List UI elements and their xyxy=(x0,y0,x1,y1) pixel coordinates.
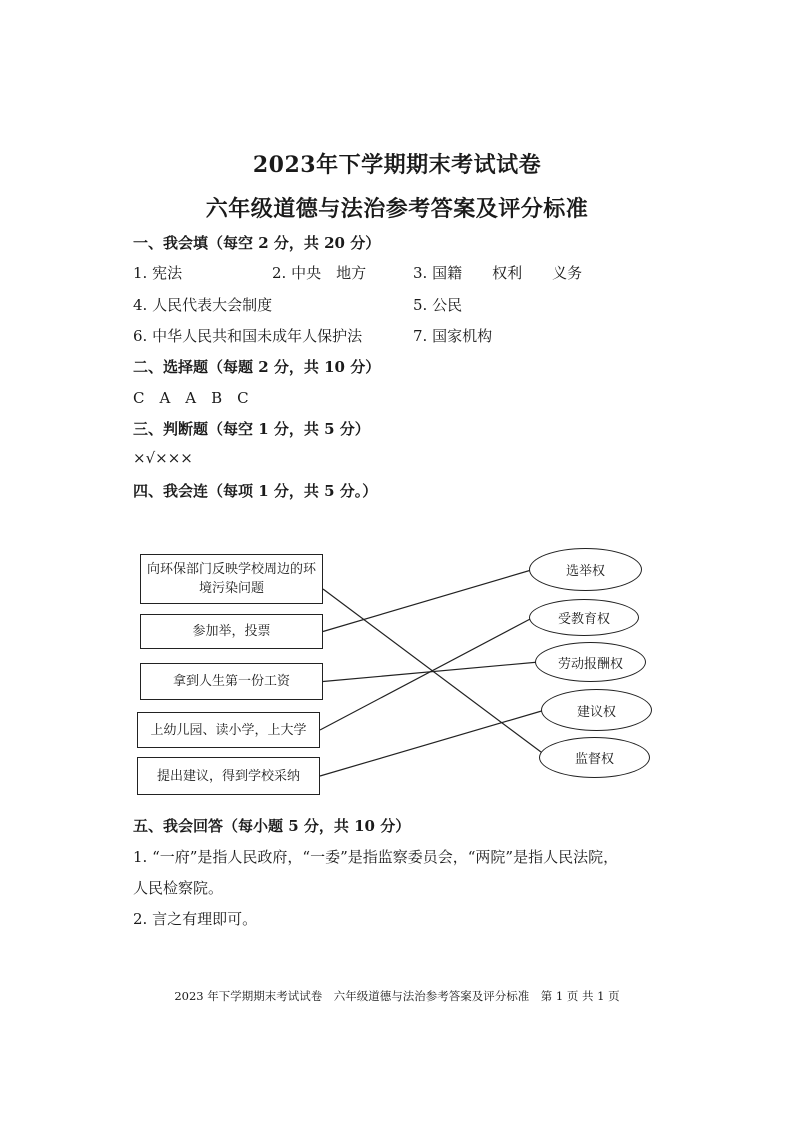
match-line xyxy=(320,710,545,776)
match-line xyxy=(323,570,533,632)
match-right-item: 建议权 xyxy=(541,689,652,731)
judgment-answers: ×√××× xyxy=(133,449,193,467)
match-right-item: 受教育权 xyxy=(529,599,639,636)
answer-item: 2. 中央 地方 xyxy=(272,264,367,282)
answer-item: 4. 人民代表大会制度 xyxy=(133,296,273,314)
match-left-item: 参加举，投票 xyxy=(140,614,323,649)
section-5-heading: 五、我会回答（每小题 5 分，共 10 分） xyxy=(133,817,411,835)
page-footer: 2023 年下学期期末考试试卷 六年级道德与法治参考答案及评分标准 第 1 页 共 1 页 xyxy=(174,989,620,1003)
answer-item: 5. 公民 xyxy=(413,296,463,314)
answer-text: 人民检察院。 xyxy=(133,879,224,897)
match-right-item: 监督权 xyxy=(539,737,650,778)
section-3-heading: 三、判断题（每空 1 分，共 5 分） xyxy=(133,420,370,438)
answer-text: 1. “一府”是指人民政府，“一委”是指监察委员会，“两院”是指人民法院， xyxy=(133,848,619,866)
answer-item: 6. 中华人民共和国未成年人保护法 xyxy=(133,327,363,345)
page-title: 2023年下学期期末考试试卷 xyxy=(252,152,542,178)
answer-item: 1. 宪法 xyxy=(133,264,183,282)
section-1-heading: 一、我会填（每空 2 分，共 20 分） xyxy=(133,234,381,252)
match-right-item: 选举权 xyxy=(529,548,642,591)
section-4-heading: 四、我会连（每项 1 分，共 5 分。） xyxy=(133,482,378,500)
section-2-heading: 二、选择题（每题 2 分，共 10 分） xyxy=(133,358,381,376)
answer-item: 3. 国籍 权利 义务 xyxy=(413,264,583,282)
match-left-item: 拿到人生第一份工资 xyxy=(140,663,323,700)
match-line xyxy=(323,662,539,682)
match-line xyxy=(320,618,533,731)
match-right-item: 劳动报酬权 xyxy=(535,642,646,682)
choice-answers: C A A B C xyxy=(133,389,249,407)
match-left-item: 提出建议，得到学校采纳 xyxy=(137,757,320,795)
answer-text: 2. 言之有理即可。 xyxy=(133,910,258,928)
match-line xyxy=(323,589,543,754)
answer-item: 7. 国家机构 xyxy=(413,327,493,345)
match-left-item: 向环保部门反映学校周边的环境污染问题 xyxy=(140,554,323,604)
page-subtitle: 六年级道德与法治参考答案及评分标准 xyxy=(205,196,589,222)
match-left-item: 上幼儿园、读小学，上大学 xyxy=(137,712,320,748)
